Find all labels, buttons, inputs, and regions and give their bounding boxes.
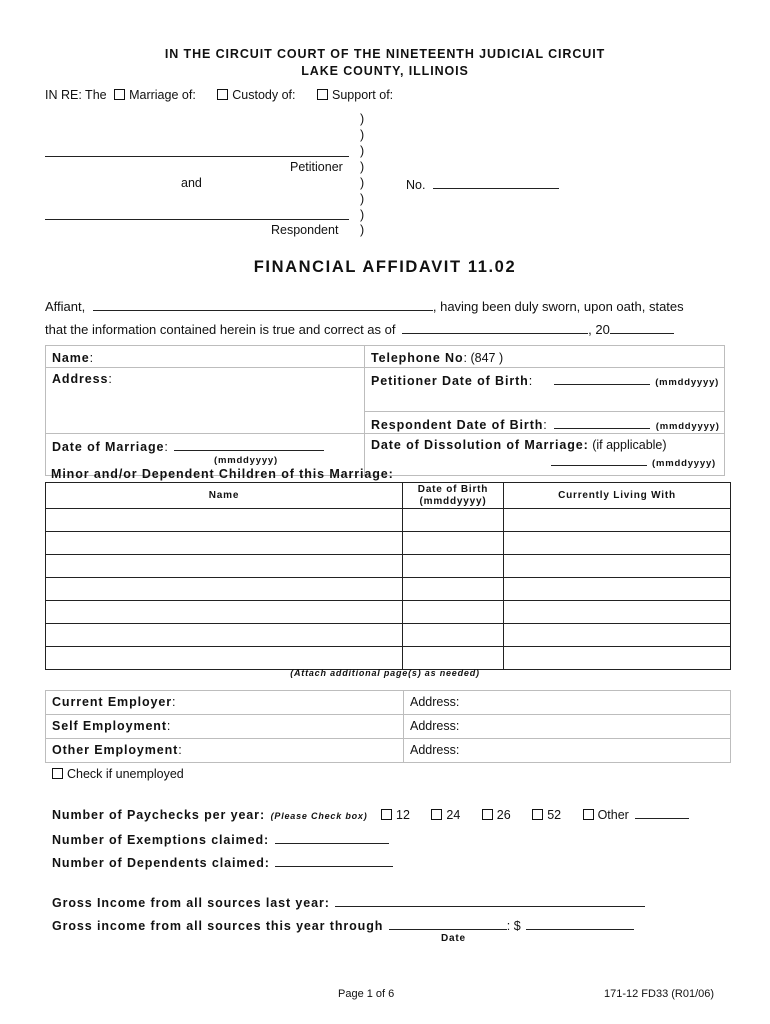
date-format-hint: (mmddyyyy) (655, 421, 720, 432)
respondent-dob-line[interactable] (554, 416, 650, 429)
gross-last-year-line-blank[interactable] (335, 894, 645, 907)
gross-this-year-line (52, 917, 634, 933)
custody-label: Custody of: (232, 88, 296, 102)
county-heading: LAKE COUNTY, ILLINOIS (301, 64, 469, 78)
child-dob-cell[interactable] (403, 532, 504, 555)
case-number-line[interactable] (433, 176, 559, 189)
paychecks-line (52, 806, 689, 822)
paychecks-option: 26 (496, 808, 511, 822)
address-label: Address: (410, 719, 460, 733)
colon: : (463, 351, 467, 365)
caption-paren: ) (360, 112, 365, 126)
custody-checkbox[interactable] (217, 89, 228, 100)
child-living-cell[interactable] (504, 555, 731, 578)
paychecks-hint: (Please Check box) (270, 811, 368, 821)
colon: : (543, 418, 547, 432)
colon: : (89, 351, 94, 365)
child-name-cell[interactable] (46, 578, 403, 601)
table-row (46, 555, 731, 578)
paychecks-option: 24 (446, 808, 461, 822)
personal-info-table (45, 345, 725, 476)
marriage-checkbox[interactable] (114, 89, 125, 100)
and-label: and (181, 176, 202, 190)
children-label-text: Minor and/or Dependent Children of this Marriage (51, 467, 389, 481)
unemployed-label: Check if unemployed (67, 767, 184, 781)
respondent-dob-cell[interactable] (365, 412, 725, 434)
paychecks-other-line[interactable] (635, 806, 689, 819)
case-number-label: No. (406, 178, 426, 192)
self-employment-address-cell[interactable] (404, 715, 731, 739)
dependents-line-blank[interactable] (275, 854, 393, 867)
petitioner-dob-line[interactable] (554, 372, 650, 385)
address-label: Address (52, 372, 109, 386)
child-living-cell[interactable] (504, 647, 731, 670)
colon: : (108, 372, 112, 386)
gross-this-year-amount-line[interactable] (526, 917, 634, 930)
child-dob-cell[interactable] (403, 578, 504, 601)
marriage-date-line[interactable] (174, 438, 324, 451)
if-applicable-note: (if applicable) (592, 438, 667, 452)
address-cell[interactable] (46, 368, 365, 434)
child-living-cell[interactable] (504, 624, 731, 647)
address-label: Address: (410, 695, 460, 709)
child-dob-cell[interactable] (403, 601, 504, 624)
child-name-cell[interactable] (46, 532, 403, 555)
year-prefix: , 20 (588, 322, 610, 337)
affiant-label: Affiant, (45, 299, 86, 314)
dependents-line (52, 854, 393, 870)
year-line[interactable] (610, 321, 674, 334)
form-id: 171-12 FD33 (R01/06) (604, 988, 715, 1000)
court-heading: IN THE CIRCUIT COURT OF THE NINETEENTH JUDICIAL CIRCUIT (164, 47, 606, 61)
in-re-label: IN RE: The (45, 88, 107, 102)
date-format-hint: (mmddyyyy) (652, 458, 716, 469)
caption-paren: ) (360, 160, 365, 174)
colon: : (178, 743, 182, 757)
dissolution-date-line[interactable] (551, 453, 647, 466)
child-living-cell[interactable] (504, 601, 731, 624)
dependents-label: Number of Dependents claimed: (52, 856, 270, 870)
colon: : (164, 440, 168, 454)
date-caption: Date (441, 933, 466, 944)
caption-paren: ) (360, 128, 365, 142)
children-table (45, 482, 731, 670)
telephone-label: Telephone No (371, 351, 464, 365)
caption-paren: ) (360, 144, 365, 158)
col-header-name: Name (46, 483, 403, 509)
self-employment-label: Self Employment (52, 719, 167, 733)
table-row (46, 509, 731, 532)
marriage-label: Marriage of: (129, 88, 196, 102)
colon: : (259, 808, 265, 822)
through-date-line[interactable] (389, 917, 507, 930)
col-header-living: Currently Living With (504, 483, 731, 509)
respondent-label: Respondent (271, 223, 339, 237)
petitioner-name-line[interactable] (45, 156, 349, 157)
affiant-line (45, 298, 684, 314)
child-dob-cell[interactable] (403, 509, 504, 532)
gross-last-year-label: Gross Income from all sources last year: (52, 896, 330, 910)
caption-paren: ) (360, 176, 365, 190)
caption-paren: ) (360, 192, 365, 206)
dissolution-date-label: Date of Dissolution of Marriage: (371, 438, 589, 452)
info-date-line (45, 321, 674, 337)
colon: : (166, 719, 171, 733)
page-number: Page 1 of 6 (338, 988, 395, 1000)
child-name-cell[interactable] (46, 509, 403, 532)
info-date-line-blank[interactable] (402, 321, 588, 334)
petitioner-dob-label: Petitioner Date of Birth (371, 374, 529, 388)
child-dob-cell[interactable] (403, 624, 504, 647)
child-dob-cell[interactable] (403, 555, 504, 578)
current-employer-cell[interactable] (46, 691, 404, 715)
dissolution-date-cell[interactable] (365, 434, 725, 476)
telephone-cell[interactable] (365, 346, 725, 368)
caption-paren: ) (360, 223, 365, 237)
child-living-cell[interactable] (504, 509, 731, 532)
paychecks-52-checkbox[interactable] (532, 809, 543, 820)
colon-dollar: : $ (506, 919, 521, 933)
info-text: that the information contained herein is true and correct as of (45, 322, 396, 337)
table-row (46, 601, 731, 624)
paychecks-26-checkbox[interactable] (482, 809, 493, 820)
col-header-dob-line2: (mmddyyyy) (419, 495, 487, 507)
attach-pages-note: (Attach additional page(s) as needed) (290, 668, 480, 678)
sworn-text: , having been duly sworn, upon oath, states (432, 299, 684, 314)
paychecks-12-checkbox[interactable] (381, 809, 392, 820)
col-header-dob-line1: Date of Birth (417, 483, 489, 495)
caption-paren: ) (360, 208, 365, 222)
current-employer-address-cell[interactable] (404, 691, 731, 715)
table-row (46, 532, 731, 555)
table-row (46, 647, 731, 670)
paychecks-label: Number of Paychecks per year (52, 808, 260, 822)
child-dob-cell[interactable] (403, 647, 504, 670)
current-employer-label: Current Employer (52, 695, 172, 709)
child-name-cell[interactable] (46, 624, 403, 647)
exemptions-line-blank[interactable] (275, 831, 389, 844)
petitioner-label: Petitioner (290, 160, 343, 174)
child-name-cell[interactable] (46, 555, 403, 578)
in-re-line (45, 88, 393, 102)
other-employment-address-cell[interactable] (404, 739, 731, 763)
case-number-field[interactable] (406, 176, 559, 192)
child-living-cell[interactable] (504, 532, 731, 555)
gross-last-year-line (52, 894, 645, 910)
support-checkbox[interactable] (317, 89, 328, 100)
children-section-label (51, 467, 394, 481)
other-employment-cell[interactable] (46, 739, 404, 763)
colon: : (171, 695, 176, 709)
telephone-value: (847 ) (470, 351, 504, 365)
child-name-cell[interactable] (46, 647, 403, 670)
date-format-hint: (mmddyyyy) (214, 455, 278, 466)
paychecks-option: Other (597, 808, 629, 822)
colon: : (528, 374, 533, 388)
other-employment-label: Other Employment (52, 743, 179, 757)
colon: : (388, 467, 394, 481)
self-employment-cell[interactable] (46, 715, 404, 739)
exemptions-line (52, 831, 389, 847)
child-name-cell[interactable] (46, 601, 403, 624)
page-title: FINANCIAL AFFIDAVIT 11.02 (253, 258, 517, 276)
unemployed-option[interactable] (52, 767, 184, 781)
gross-this-year-label: Gross income from all sources this year through (52, 919, 384, 933)
table-row (46, 624, 731, 647)
date-format-hint: (mmddyyyy) (655, 377, 720, 388)
address-label: Address: (410, 743, 460, 757)
respondent-name-line[interactable] (45, 219, 349, 220)
unemployed-checkbox[interactable] (52, 768, 63, 779)
paychecks-other-checkbox[interactable] (583, 809, 594, 820)
child-living-cell[interactable] (504, 578, 731, 601)
table-row (46, 578, 731, 601)
paychecks-24-checkbox[interactable] (431, 809, 442, 820)
exemptions-label: Number of Exemptions claimed: (52, 833, 270, 847)
col-header-dob (403, 483, 504, 509)
employment-table (45, 690, 731, 763)
petitioner-dob-cell[interactable] (365, 368, 725, 412)
paychecks-option: 12 (396, 808, 410, 822)
support-label: Support of: (332, 88, 394, 102)
affiant-name-line[interactable] (93, 298, 433, 311)
name-label: Name (52, 351, 90, 365)
marriage-date-label: Date of Marriage (52, 440, 165, 454)
respondent-dob-label: Respondent Date of Birth (371, 418, 544, 432)
name-cell[interactable] (46, 346, 365, 368)
paychecks-option: 52 (547, 808, 562, 822)
